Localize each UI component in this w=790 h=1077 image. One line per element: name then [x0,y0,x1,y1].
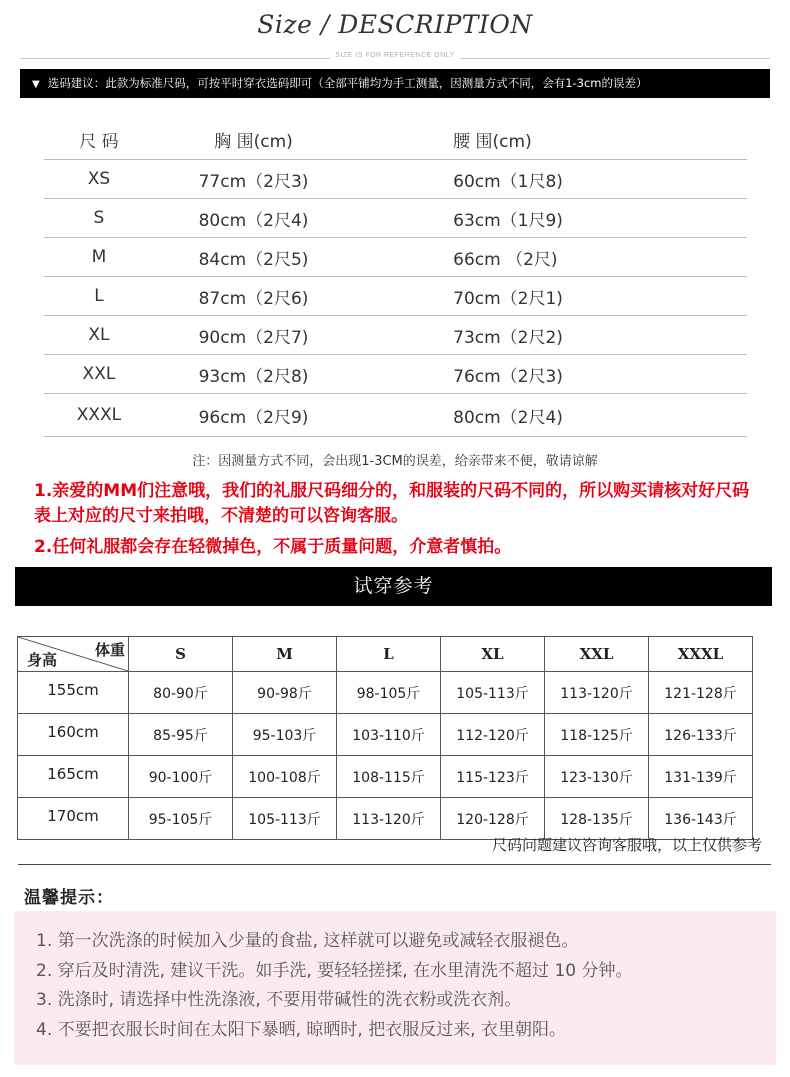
subtitle: SIZE IS FOR REFERENCE ONLY [335,52,455,59]
bust-cell: 93cm（2尺8) [154,355,353,394]
size-header: XXXL [649,637,753,672]
height-cell: 160cm [18,714,129,756]
size-header: L [337,637,441,672]
table-row [44,199,747,238]
waist-cell: 70cm（2尺1) [353,277,747,316]
subtitle-row [20,52,770,64]
table-row [44,316,747,355]
header-size: 尺 码 [44,120,154,160]
bust-cell: 84cm（2尺5) [154,238,353,277]
fit-table-header [18,637,753,672]
weight-cell: 95-105斤 [129,798,233,840]
weight-cell: 113-120斤 [545,672,649,714]
size-cell: XXL [44,355,154,394]
tip-item: 1. 第一次洗涤的时候加入少量的食盐, 这样就可以避免或减轻衣服褪色。 [36,931,579,951]
fit-section-title: 试穿参考 [15,567,772,606]
bust-cell: 87cm（2尺6) [154,277,353,316]
divider [18,864,771,865]
size-cell: XXXL [44,394,154,437]
table-row [18,714,753,756]
height-cell: 165cm [18,756,129,798]
red-notice-2: 2.任何礼服都会存在轻微掉色，不属于质量问题，介意者慎拍。 [34,537,512,557]
weight-cell: 105-113斤 [441,672,545,714]
corner-height-label: 身高 [27,651,58,669]
size-table-header [44,120,747,160]
notice-text: 选码建议：此款为标准尺码，可按平时穿衣选码即可（全部平铺均为手工测量，因测量方式不同，会有1-3cm的误差） [47,76,648,90]
weight-cell: 100-108斤 [233,756,337,798]
waist-cell: 73cm（2尺2) [353,316,747,355]
bust-cell: 80cm（2尺4) [154,199,353,238]
table-row [44,394,747,437]
weight-cell: 113-120斤 [337,798,441,840]
corner-weight-label: 体重 [94,641,125,659]
size-header: M [233,637,337,672]
size-header: XL [441,637,545,672]
size-header: XXL [545,637,649,672]
measure-note: 注：因测量方式不同，会出现1-3CM的误差，给亲带来不便，敬请谅解 [192,454,598,469]
table-row [44,160,747,199]
triangle-down-icon: ▼ [32,79,40,90]
corner-header [18,637,128,671]
weight-cell: 90-100斤 [129,756,233,798]
weight-cell: 105-113斤 [233,798,337,840]
table-row [18,756,753,798]
waist-cell: 66cm （2尺) [353,238,747,277]
table-row [44,355,747,394]
bust-cell: 77cm（2尺3) [154,160,353,199]
size-cell: M [44,238,154,277]
weight-cell: 118-125斤 [545,714,649,756]
size-cell: S [44,199,154,238]
weight-cell: 136-143斤 [649,798,753,840]
weight-cell: 128-135斤 [545,798,649,840]
weight-cell: 120-128斤 [441,798,545,840]
table-row [44,277,747,316]
tips-box [14,911,776,1065]
waist-cell: 76cm（2尺3) [353,355,747,394]
weight-cell: 103-110斤 [337,714,441,756]
tip-item: 4. 不要把衣服长时间在太阳下暴晒, 晾晒时, 把衣服反过来, 衣里朝阳。 [36,1020,567,1040]
bust-cell: 90cm（2尺7) [154,316,353,355]
weight-cell: 85-95斤 [129,714,233,756]
height-cell: 170cm [18,798,129,840]
weight-cell: 112-120斤 [441,714,545,756]
tip-item: 3. 洗涤时, 请选择中性洗涤液, 不要用带碱性的洗衣粉或洗衣剂。 [36,990,522,1010]
weight-cell: 121-128斤 [649,672,753,714]
corner-cell [18,637,129,672]
bust-cell: 96cm（2尺9) [154,394,353,437]
weight-cell: 95-103斤 [233,714,337,756]
weight-cell: 131-139斤 [649,756,753,798]
size-cell: XS [44,160,154,199]
waist-cell: 60cm（1尺8) [353,160,747,199]
weight-cell: 108-115斤 [337,756,441,798]
page-title: Size / DESCRIPTION [257,10,533,39]
notice-bar [20,69,770,98]
size-table [44,120,747,437]
size-cell: XL [44,316,154,355]
tips-title: 温馨提示： [24,888,114,908]
weight-cell: 80-90斤 [129,672,233,714]
header-bust: 胸 围(cm) [154,120,353,160]
table-row [18,672,753,714]
fit-table [17,636,753,840]
waist-cell: 63cm（1尺9) [353,199,747,238]
weight-cell: 115-123斤 [441,756,545,798]
waist-cell: 80cm（2尺4) [353,394,747,437]
divider [460,58,770,59]
size-header: S [129,637,233,672]
red-notice-1: 1.亲爱的MM们注意哦，我们的礼服尺码细分的，和服装的尺码不同的，所以购买请核对好尺码表上对应的尺寸来拍哦，不清楚的可以咨询客服。 [34,481,750,526]
weight-cell: 123-130斤 [545,756,649,798]
height-cell: 155cm [18,672,129,714]
tip-item: 2. 穿后及时清洗, 建议干洗。如手洗, 要轻轻搓揉, 在水里清洗不超过 10 分钟。 [36,961,633,981]
weight-cell: 98-105斤 [337,672,441,714]
consult-note: 尺码问题建议咨询客服哦，以上仅供参考 [491,836,762,854]
weight-cell: 90-98斤 [233,672,337,714]
header-waist: 腰 围(cm) [353,120,747,160]
size-cell: L [44,277,154,316]
weight-cell: 126-133斤 [649,714,753,756]
table-row [44,238,747,277]
